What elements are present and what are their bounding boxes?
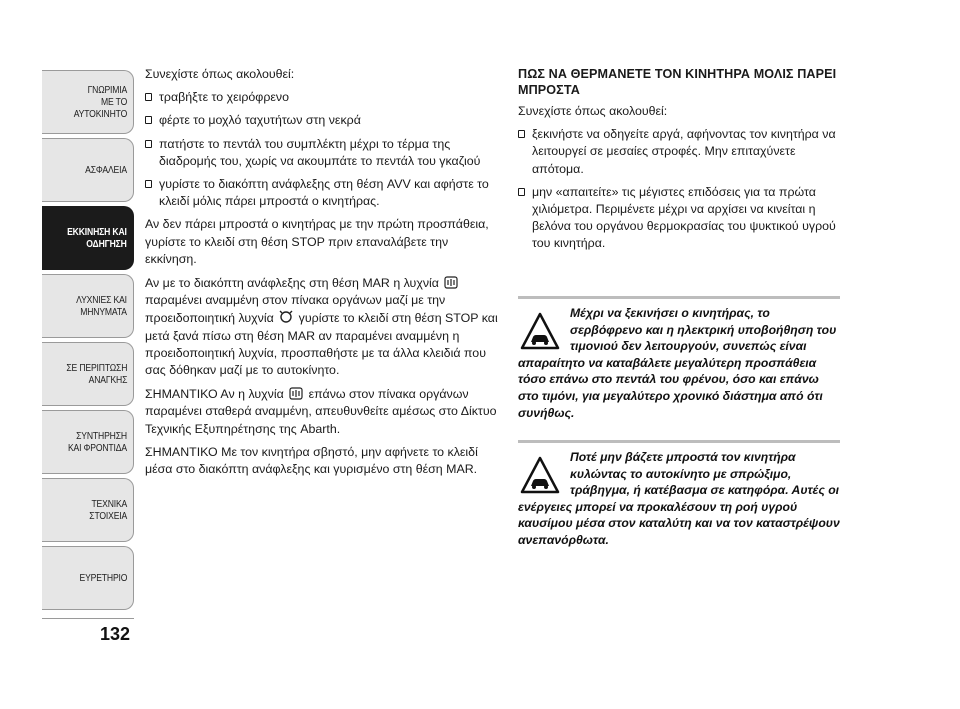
- tab-technical-data[interactable]: ΤΕΧΝΙΚΑ ΣΤΟΙΧΕΙΑ: [42, 478, 134, 542]
- paragraph-important-key: ΣΗΜΑΝΤΙΚΟ Με τον κινητήρα σβηστό, μην αφήνετε το κλειδί μέσα στο διακόπτη ανάφλεξης και γυρισμένο στη θέση MAR.: [145, 444, 478, 477]
- list-item: ξεκινήστε να οδηγείτε αργά, αφήνοντας τον κινητήρα να λειτουργεί σε μεσαίες στροφές. Μην επιταχύνετε απότομα.: [518, 126, 846, 178]
- warning-triangle-car-icon: [520, 455, 560, 495]
- list-item: τραβήξτε το χειρόφρενο: [145, 89, 500, 106]
- tab-introduction[interactable]: ΓΝΩΡΙΜΙΑ ΜΕ ΤΟ ΑΥΤΟΚΙΝΗΤΟ: [42, 70, 134, 134]
- warning-box-power-steering: [518, 296, 840, 421]
- warning-text: Μέχρι να ξεκινήσει ο κινητήρας, το σερβόφρενο και η ηλεκτρική υποβοήθηση του τιμονιού δεν λειτουργούν, συνεπώς είναι απαραίτητο να καταβάλετε μεγαλύτερη προσπάθεια τόσο επάνω στο πεντάλ του φρένου, όσο και επάνω στο τιμόνι, για μεγαλύτερο χρονικό διάστημα από ότι συνήθως.: [518, 306, 837, 420]
- sidebar-divider: [42, 618, 134, 619]
- tab-emergency[interactable]: ΣΕ ΠΕΡΙΠΤΩΣΗ ΑΝΑΓΚΗΣ: [42, 342, 134, 406]
- tab-lights-messages[interactable]: ΛΥΧΝΙΕΣ ΚΑΙ ΜΗΝΥΜΑΤΑ: [42, 274, 134, 338]
- list-item: φέρτε το μοχλό ταχυτήτων στη νεκρά: [145, 112, 500, 129]
- list-item: πατήστε το πεντάλ του συμπλέκτη μέχρι το τέρμα της διαδρομής του, χωρίς να ακουμπάτε το πεντάλ του γκαζιού: [145, 136, 500, 170]
- list-item: μην «απαιτείτε» τις μέγιστες επιδόσεις για τα πρώτα χιλιόμετρα. Περιμένετε μέχρι να αρχίσει να κινείται η βελόνα του οργάνου θερμοκρασίας του ψυκτικού υγρού του κινητήρα.: [518, 184, 846, 253]
- list-item: γυρίστε το διακόπτη ανάφλεξης στη θέση AVV και αφήστε το κλειδί μόλις πάρει μπροστά ο κινητήρας.: [145, 176, 500, 210]
- tab-maintenance[interactable]: ΣΥΝΤΗΡΗΣΗ ΚΑΙ ΦΡΟΝΤΙΔΑ: [42, 410, 134, 474]
- page-number: 132: [100, 624, 131, 644]
- tab-index[interactable]: ΕΥΡΕΤΗΡΙΟ: [42, 546, 134, 610]
- warning-box-push-start: [518, 440, 840, 549]
- glow-plug-warning-icon: [443, 274, 459, 290]
- left-intro: Συνεχίστε όπως ακολουθεί:: [145, 67, 295, 81]
- warning-divider: [518, 296, 840, 299]
- glow-plug-warning-icon: [288, 385, 304, 401]
- paragraph-retry: Αν δεν πάρει μπροστά ο κινητήρας με την πρώτη προσπάθεια, γυρίστε το κλειδί στη θέση STOP πριν επαναλάβετε την εκκίνηση.: [145, 217, 489, 266]
- key-warning-icon: [278, 309, 294, 325]
- warning-text: Ποτέ μην βάζετε μπροστά τον κινητήρα κυλώντας το αυτοκίνητο με σπρώξιμο, τράβηγμα, ή κατέβασμα σε κατηφόρα. Αυτές οι ενέργειες μπορεί να προκαλέσουν τη ροή υγρού καυσίμου μέσα στον καταλύτη και να τον καταστρέψουν ανεπανόρθωτα.: [518, 450, 840, 547]
- warning-triangle-car-icon: [520, 311, 560, 351]
- warning-divider: [518, 440, 840, 443]
- tab-safety[interactable]: ΑΣΦΑΛΕΙΑ: [42, 138, 134, 202]
- tab-starting-driving[interactable]: ΕΚΚΙΝΗΣΗ ΚΑΙ ΟΔΗΓΗΣΗ: [42, 206, 134, 270]
- section-heading: ΠΩΣ ΝΑ ΘΕΡΜΑΝΕΤΕ ΤΟΝ ΚΙΝΗΤΗΡΑ ΜΟΛΙΣ ΠΑΡΕΙ ΜΠΡΟΣΤΑ: [518, 67, 837, 97]
- paragraph-immobilizer: Αν με το διακόπτη ανάφλεξης στη θέση MAR η λυχνία παραμένει αναμμένη στον πίνακα οργάνων μαζί με την προειδοποιητική λυχνία γυρίστε το κλειδί στη θέση STOP και μετά ξανά πίσω στη θέση MAR αν παραμένει αναμμένη η προειδοποιητική λυχνία, προσπαθήστε με τα άλλα κλειδιά που σας δόθηκαν μαζί με το αυτοκίνητο.: [145, 276, 498, 378]
- right-intro: Συνεχίστε όπως ακολουθεί:: [518, 104, 668, 118]
- left-column: [145, 66, 500, 484]
- right-column: [518, 66, 846, 259]
- paragraph-important-lamp: ΣΗΜΑΝΤΙΚΟ Αν η λυχνία επάνω στον πίνακα οργάνων παραμένει σταθερά αναμμένη, απευθυνθείτε αμέσως στο Δίκτυο Τεχνικής Εξυπηρέτησης της Abarth.: [145, 387, 497, 436]
